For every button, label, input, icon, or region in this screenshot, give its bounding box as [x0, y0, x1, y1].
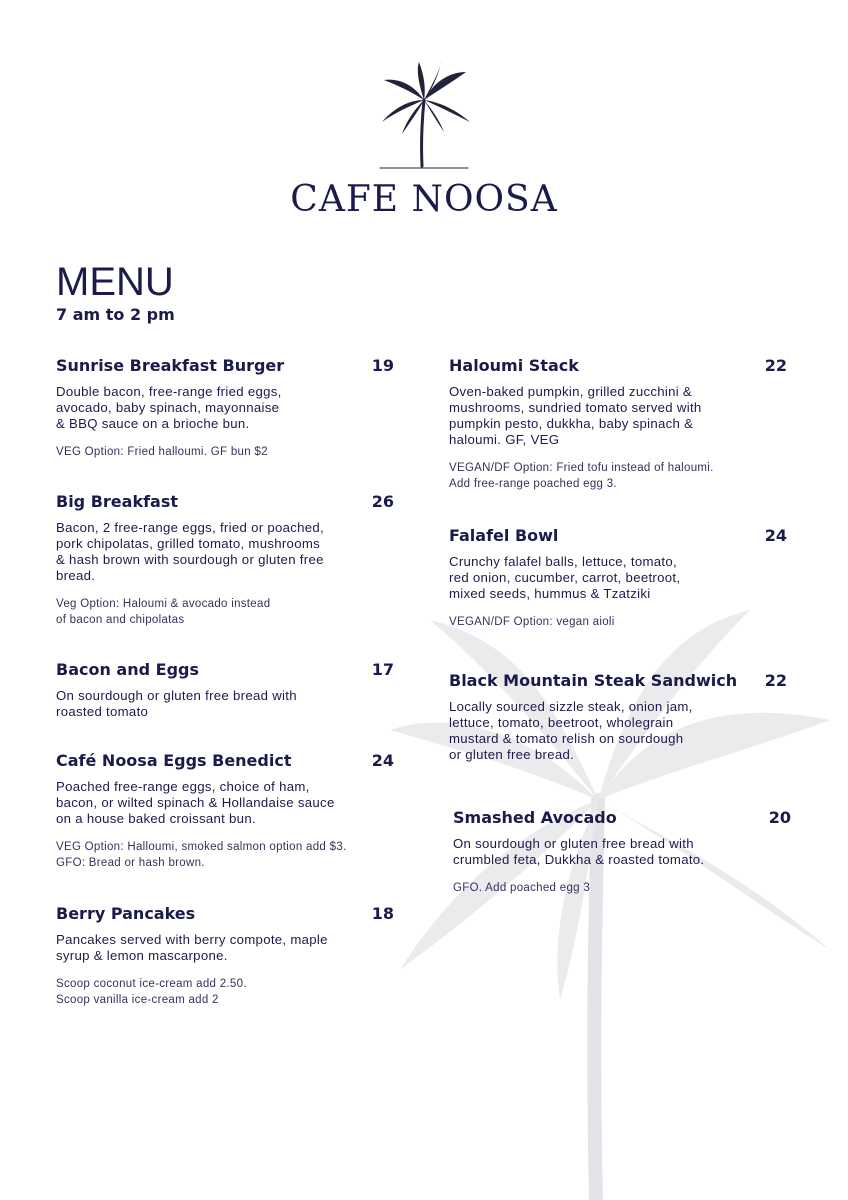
item-name: Bacon and Eggs [56, 660, 199, 679]
item-price: 22 [764, 356, 787, 375]
item-name: Sunrise Breakfast Burger [56, 356, 285, 375]
menu-item [56, 492, 394, 628]
item-note: VEGAN/DF Option: vegan aioli [449, 616, 615, 628]
item-description: Bacon, 2 free-range eggs, fried or poached, pork chipolatas, grilled tomato, mushrooms & hash brown with sourdough or gluten free bread. [56, 520, 325, 583]
item-name: Smashed Avocado [453, 808, 617, 827]
item-note: Scoop coconut ice-cream add 2.50. Scoop vanilla ice-cream add 2 [56, 978, 247, 1006]
item-description: Locally sourced sizzle steak, onion jam, lettuce, tomato, beetroot, wholegrain mustard & tomato relish on sourdough or gluten free bread. [449, 699, 693, 762]
item-price: 18 [371, 904, 394, 923]
brand-name: CAFE NOOSA [290, 179, 558, 220]
palm-tree-logo-icon [374, 60, 474, 172]
item-name: Berry Pancakes [56, 904, 196, 923]
item-note: Veg Option: Haloumi & avocado instead of bacon and chipolatas [56, 598, 271, 626]
item-note: VEGAN/DF Option: Fried tofu instead of haloumi. Add free-range poached egg 3. [449, 462, 714, 490]
item-description: On sourdough or gluten free bread with crumbled feta, Dukkha & roasted tomato. [453, 836, 705, 867]
item-name: Café Noosa Eggs Benedict [56, 751, 292, 770]
menu-item [453, 808, 791, 896]
menu-item [56, 660, 394, 720]
menu-hours: 7 am to 2 pm [56, 305, 175, 324]
item-description: Crunchy falafel balls, lettuce, tomato, red onion, cucumber, carrot, beetroot, mixed seeds, hummus & Tzatziki [449, 554, 681, 601]
item-name: Falafel Bowl [449, 526, 559, 545]
menu-item [56, 356, 394, 460]
menu-item [56, 751, 394, 871]
item-price: 19 [371, 356, 394, 375]
item-price: 17 [371, 660, 394, 679]
item-description: On sourdough or gluten free bread with roasted tomato [56, 688, 297, 719]
item-price: 26 [371, 492, 394, 511]
item-price: 24 [371, 751, 394, 770]
menu-item [449, 526, 787, 630]
item-price: 24 [764, 526, 787, 545]
item-price: 22 [764, 671, 787, 690]
item-note: VEG Option: Halloumi, smoked salmon option add $3. GFO: Bread or hash brown. [56, 841, 347, 869]
item-note: GFO. Add poached egg 3 [453, 882, 591, 894]
item-description: Double bacon, free-range fried eggs, avocado, baby spinach, mayonnaise & BBQ sauce on a brioche bun. [56, 384, 282, 431]
item-name: Black Mountain Steak Sandwich [449, 671, 738, 690]
item-name: Haloumi Stack [449, 356, 579, 375]
menu-item [56, 904, 394, 1008]
menu-title: MENU [56, 260, 174, 304]
menu-item [449, 671, 787, 763]
item-price: 20 [768, 808, 791, 827]
item-description: Oven-baked pumpkin, grilled zucchini & mushrooms, sundried tomato served with pumpkin pesto, dukkha, baby spinach & haloumi. GF, VEG [449, 384, 702, 447]
item-description: Poached free-range eggs, choice of ham, bacon, or wilted spinach & Hollandaise sauce on a house baked croissant bun. [56, 779, 335, 826]
item-description: Pancakes served with berry compote, maple syrup & lemon mascarpone. [56, 932, 328, 963]
menu-item [449, 356, 787, 492]
item-name: Big Breakfast [56, 492, 179, 511]
item-note: VEG Option: Fried halloumi. GF bun $2 [56, 446, 268, 458]
